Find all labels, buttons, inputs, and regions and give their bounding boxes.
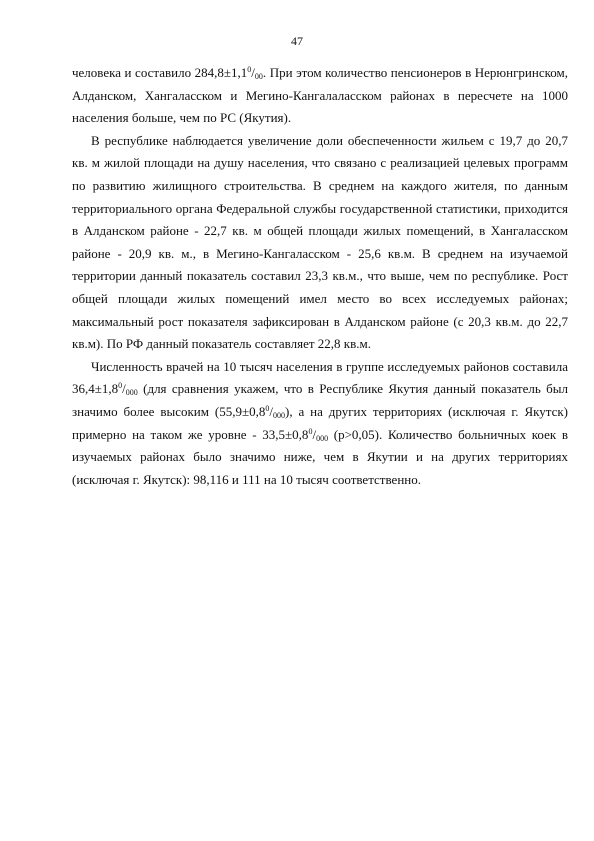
text-run: ), а на других территориях (исключая г. Якутск) примерно на таком же уровне - 33,5±0,8 bbox=[72, 403, 569, 442]
superscript: 0 bbox=[118, 381, 123, 391]
text-run: / bbox=[251, 65, 255, 80]
text-run: / bbox=[312, 426, 317, 442]
subscript: 00 bbox=[254, 72, 263, 81]
text-run: . При этом количество пенсионеров в Нерюнгринском, Алданском, Хангаласском и Мегино-Кангалаласском районах в пересчете на 1000 населения больше, чем по РС (Якутия). bbox=[72, 65, 568, 126]
text-run: В республике наблюдается увеличение доли обеспеченности жильем с 19,7 до 20,7 кв. м жилой площади на душу населения, что связано с реализацией целевых программ по развитию жилищного строительства. В среднем на каждого жителя, по данным территориального органа Федеральной службы государственной статистики, приходится в Алданском районе - 22,7 кв. м общей площади жилых помещений, в Хангаласском районе - 20,9 кв. м., в Мегино-Кангаласском - 25,6 кв.м. В среднем на изучаемой территории данный показатель составил 23,3 кв.м., что выше, чем по республике. Рост общей площади жилых помещений имел место во всех исследуемых районах; максимальный рост показателя зафиксирован в Алданском районе (с 20,3 кв.м. до 22,7 кв.м). По РФ данный показатель составляет 22,8 кв.м. bbox=[72, 132, 568, 352]
superscript: 0 bbox=[265, 403, 270, 413]
superscript: 0 bbox=[308, 426, 313, 436]
text-run: (для сравнения укажем, что в Республике Якутия данный показатель был значимо более высоким (55,9±0,8 bbox=[72, 381, 568, 419]
paragraph-3 bbox=[72, 356, 568, 492]
text-run: (p>0,05). Количество больничных коек в изучаемых районах было значимо ниже, чем в Якутии и на других территориях (исключая г. Якутск): 98,116 и 111 на 10 тысяч соответственно. bbox=[72, 426, 569, 487]
subscript: 000 bbox=[316, 433, 329, 443]
subscript: 000 bbox=[272, 410, 285, 420]
text-run: / bbox=[122, 381, 126, 397]
paragraph-1 bbox=[72, 62, 568, 130]
page-number: 47 bbox=[291, 34, 303, 48]
text-run: Численность врачей на 10 тысяч населения в группе исследуемых районов составила 36,4±1,8 bbox=[72, 358, 568, 397]
document-body bbox=[72, 62, 568, 491]
paragraph-2 bbox=[72, 130, 568, 356]
subscript: 000 bbox=[125, 388, 138, 398]
superscript: 0 bbox=[247, 65, 252, 74]
text-run: / bbox=[269, 403, 273, 419]
text-run: человека и составило 284,8±1,1 bbox=[72, 65, 248, 80]
